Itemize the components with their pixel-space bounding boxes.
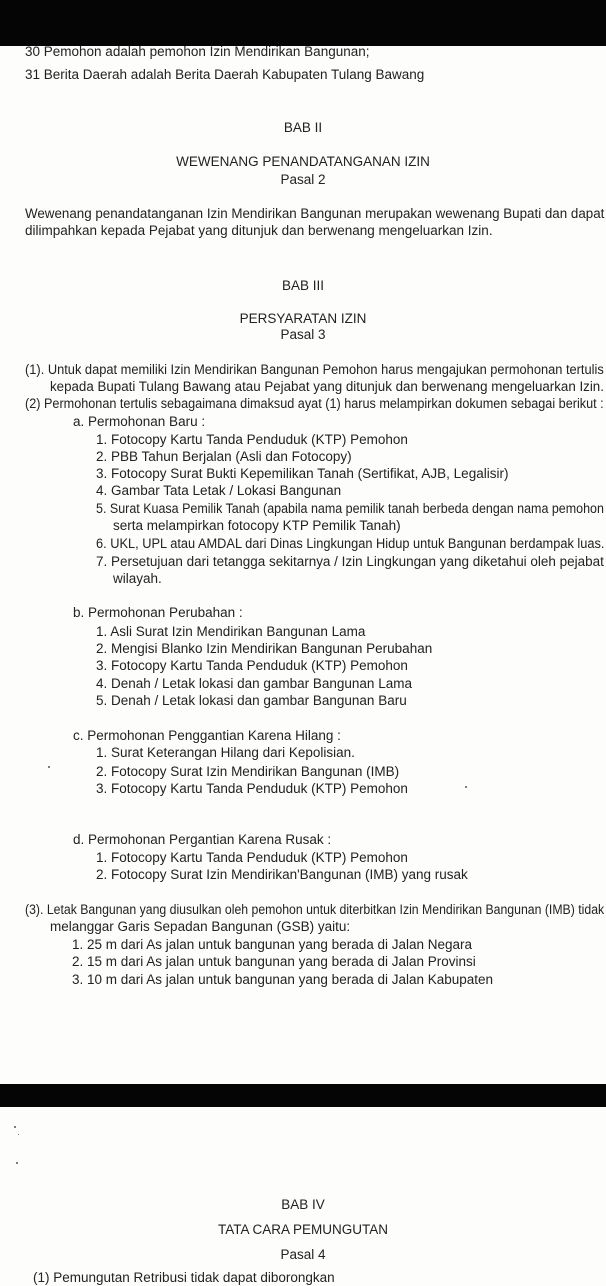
list-item: 2. PBB Tahun Berjalan (Asli dan Fotocopy) (96, 449, 352, 464)
list-c-heading: c. Permohonan Penggantian Karena Hilang : (73, 728, 341, 743)
scan-speck (465, 786, 467, 788)
definition-31: 31 Berita Daerah adalah Berita Daerah Kabupaten Tulang Bawang (25, 67, 425, 82)
article-2-text-line-2: dilimpahkan kepada Pejabat yang ditunjuk dan berwenang mengeluarkan Izin. (25, 223, 493, 238)
list-item: 2. Fotocopy Surat Izin Mendirikan'Bangunan (IMB) yang rusak (96, 867, 468, 882)
definition-30: 30 Pemohon adalah pemohon Izin Mendirikan Bangunan; (25, 44, 370, 59)
chapter-title-wewenang: WEWENANG PENANDATANGANAN IZIN (176, 154, 430, 169)
list-item: 7. Persetujuan dari tetangga sekitarnya / Izin Lingkungan yang diketahui oleh pejabat (96, 554, 604, 569)
chapter-title-tata-cara: TATA CARA PEMUNGUTAN (217, 1222, 388, 1237)
chapter-heading-bab-3: BAB III (281, 278, 325, 293)
gsb-item: 1. 25 m dari As jalan untuk bangunan yang berada di Jalan Negara (72, 937, 473, 952)
gsb-item: 3. 10 m dari As jalan untuk bangunan yang berada di Jalan Kabupaten (72, 972, 494, 987)
paragraph-3-line-1: (3). Letak Bangunan yang diusulkan oleh pemohon untuk diterbitkan Izin Mendirikan Bangunan (IMB) tidak (25, 902, 605, 917)
list-item: 5. Denah / Letak lokasi dan gambar Bangunan Baru (96, 693, 407, 708)
list-item-continuation: serta melampirkan fotocopy KTP Pemilik Tanah) (113, 518, 401, 533)
chapter-heading-bab-2: BAB II (283, 120, 323, 135)
list-b-heading: b. Permohonan Perubahan : (73, 605, 243, 620)
list-item: 5. Surat Kuasa Pemilik Tanah (apabila nama pemilik tanah berbeda dengan nama pemohon (96, 501, 604, 516)
list-item: 1. Surat Keterangan Hilang dari Kepolisian. (96, 745, 355, 760)
paragraph-2: (2) Permohonan tertulis sebagaimana dimaksud ayat (1) harus melampirkan dokumen sebagai berikut : (25, 396, 604, 411)
list-d-heading: d. Permohonan Pergantian Karena Rusak : (73, 832, 332, 847)
list-item: 2. Mengisi Blanko Izin Mendirikan Bangunan Perubahan (96, 641, 433, 656)
article-heading-pasal-3: Pasal 3 (280, 327, 326, 342)
list-item: 3. Fotocopy Kartu Tanda Penduduk (KTP) Pemohon (96, 658, 408, 673)
article-4-text-line-1: (1) Pemungutan Retribusi tidak dapat diborongkan (33, 1270, 335, 1285)
paragraph-1-line-1: (1). Untuk dapat memiliki Izin Mendirikan Bangunan Pemohon harus mengajukan permohonan tertulis (25, 362, 604, 377)
list-item: 6. UKL, UPL atau AMDAL dari Dinas Lingkungan Hidup untuk Bangunan berdampak luas. (96, 536, 605, 551)
article-heading-pasal-4: Pasal 4 (280, 1247, 326, 1262)
paragraph-3-line-2: melanggar Garis Sepadan Bangunan (GSB) yaitu: (50, 919, 351, 934)
list-item: 4. Gambar Tata Letak / Lokasi Bangunan (96, 483, 342, 498)
list-item: 3. Fotocopy Kartu Tanda Penduduk (KTP) Pemohon (96, 781, 408, 796)
top-black-band (0, 0, 606, 46)
chapter-heading-bab-4: BAB IV (281, 1197, 325, 1212)
list-item: 1. Asli Surat Izin Mendirikan Bangunan Lama (96, 624, 366, 639)
middle-black-band (0, 1084, 606, 1107)
scan-speck (18, 1134, 19, 1135)
scan-speck (14, 1126, 16, 1128)
list-item: 1. Fotocopy Kartu Tanda Penduduk (KTP) Pemohon (96, 432, 408, 447)
scan-speck (16, 1162, 18, 1164)
paragraph-1-line-2: kepada Bupati Tulang Bawang atau Pejabat yang ditunjuk dan berwenang mengeluarkan Izin. (50, 379, 604, 394)
chapter-title-persyaratan: PERSYARATAN IZIN (239, 311, 367, 326)
gsb-item: 2. 15 m dari As jalan untuk bangunan yang berada di Jalan Provinsi (72, 954, 476, 969)
article-2-text-line-1: Wewenang penandatanganan Izin Mendirikan Bangunan merupakan wewenang Bupati dan dapat (25, 206, 605, 221)
article-heading-pasal-2: Pasal 2 (280, 172, 326, 187)
list-item-continuation: wilayah. (113, 571, 162, 586)
list-item: 4. Denah / Letak lokasi dan gambar Bangunan Lama (96, 676, 412, 691)
scan-speck (48, 766, 50, 768)
list-item: 3. Fotocopy Surat Bukti Kepemilikan Tanah (Sertifikat, AJB, Legalisir) (96, 466, 509, 481)
list-item: 2. Fotocopy Surat Izin Mendirikan Bangunan (IMB) (96, 764, 400, 779)
list-item: 1. Fotocopy Kartu Tanda Penduduk (KTP) Pemohon (96, 850, 408, 865)
list-a-heading: a. Permohonan Baru : (73, 414, 206, 429)
